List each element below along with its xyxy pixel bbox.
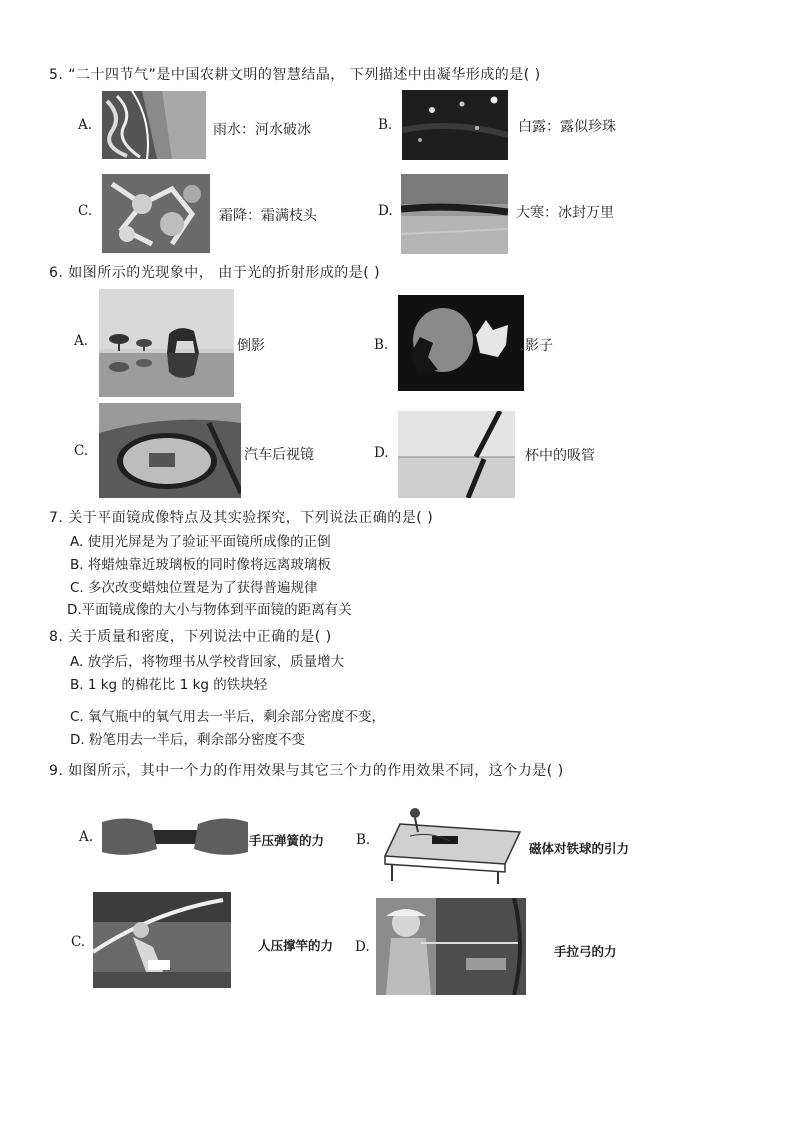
question-8-stem: 8. 关于质量和密度，下列说法中正确的是( ) bbox=[49, 629, 332, 645]
q6-option-c-letter: C. bbox=[74, 443, 89, 459]
q5-option-d-letter: D. bbox=[378, 203, 393, 219]
q6-option-d-letter: D. bbox=[374, 445, 389, 461]
q9-option-a-letter: A. bbox=[79, 829, 94, 845]
q9-option-a-photo-hands-press-spring bbox=[102, 814, 248, 859]
q9-option-a-caption: 手压弹簧的力 bbox=[249, 833, 325, 848]
q7-option-d: D.平面镜成像的大小与物体到平面镜的距离有关 bbox=[67, 602, 352, 618]
q6-option-b-photo-shadow bbox=[398, 295, 524, 391]
q5-option-b-photo-dew bbox=[402, 90, 508, 160]
q9-option-d-letter: D. bbox=[355, 939, 370, 955]
q9-option-d-caption: 手拉弓的力 bbox=[554, 944, 617, 959]
q6-option-d-photo-straw-in-cup bbox=[398, 411, 515, 498]
q6-option-b-caption: 影子 bbox=[525, 338, 553, 354]
q5-option-c-caption: 霜降：霜满枝头 bbox=[219, 208, 317, 224]
q5-option-a-caption: 雨水：河水破冰 bbox=[213, 122, 311, 138]
q7-option-a: A. 使用光屏是为了验证平面镜所成像的正倒 bbox=[70, 534, 331, 550]
q6-option-a-letter: A. bbox=[74, 333, 89, 349]
q9-option-b-photo-magnet-ball bbox=[380, 806, 525, 884]
q5-option-b-letter: B. bbox=[378, 117, 393, 133]
q7-option-b: B. 将蜡烛靠近玻璃板的同时像将远离玻璃板 bbox=[70, 557, 331, 573]
q8-option-d: D. 粉笔用去一半后，剩余部分密度不变 bbox=[70, 732, 305, 748]
q6-option-a-photo-reflection bbox=[99, 289, 234, 397]
q6-option-c-caption: 汽车后视镜 bbox=[244, 447, 314, 463]
q6-option-a-caption: 倒影 bbox=[237, 338, 265, 354]
q8-option-a: A. 放学后，将物理书从学校背回家，质量增大 bbox=[70, 654, 345, 670]
q8-option-b: B. 1 kg 的棉花比 1 kg 的铁块轻 bbox=[70, 677, 268, 693]
q5-option-d-photo-frozen-land bbox=[401, 174, 508, 254]
q5-option-a-photo-river-ice bbox=[102, 91, 206, 159]
question-6-stem: 6. 如图所示的光现象中， 由于光的折射形成的是( ) bbox=[49, 265, 381, 281]
q6-option-b-letter: B. bbox=[374, 337, 389, 353]
q5-option-c-letter: C. bbox=[78, 203, 93, 219]
q9-option-c-letter: C. bbox=[71, 934, 86, 950]
q9-option-c-caption: 人压撑竿的力 bbox=[258, 938, 334, 953]
q6-option-d-caption: 杯中的吸管 bbox=[525, 448, 595, 464]
q5-option-a-letter: A. bbox=[78, 117, 93, 133]
q9-option-b-letter: B. bbox=[356, 832, 371, 848]
q9-option-d-photo-archer bbox=[376, 898, 526, 995]
q8-option-c: C. 氧气瓶中的氧气用去一半后，剩余部分密度不变， bbox=[70, 709, 386, 725]
q6-option-c-photo-side-mirror bbox=[99, 403, 241, 498]
q9-option-b-caption: 磁体对铁球的引力 bbox=[529, 841, 630, 856]
question-7-stem: 7. 关于平面镜成像特点及其实验探究，下列说法正确的是( ) bbox=[49, 510, 434, 526]
q5-option-d-caption: 大寒：冰封万里 bbox=[516, 205, 614, 221]
q5-option-c-photo-frost bbox=[102, 174, 210, 253]
q7-option-c: C. 多次改变蜡烛位置是为了获得普遍规律 bbox=[70, 580, 318, 596]
q9-option-c-photo-pole-vault bbox=[93, 892, 231, 988]
question-9-stem: 9. 如图所示，其中一个力的作用效果与其它三个力的作用效果不同，这个力是( ) bbox=[49, 763, 564, 779]
question-5-stem: 5. “二十四节气”是中国农耕文明的智慧结晶， 下列描述中由凝华形成的是( ) bbox=[49, 67, 541, 83]
q5-option-b-caption: 白露：露似珍珠 bbox=[518, 119, 616, 135]
